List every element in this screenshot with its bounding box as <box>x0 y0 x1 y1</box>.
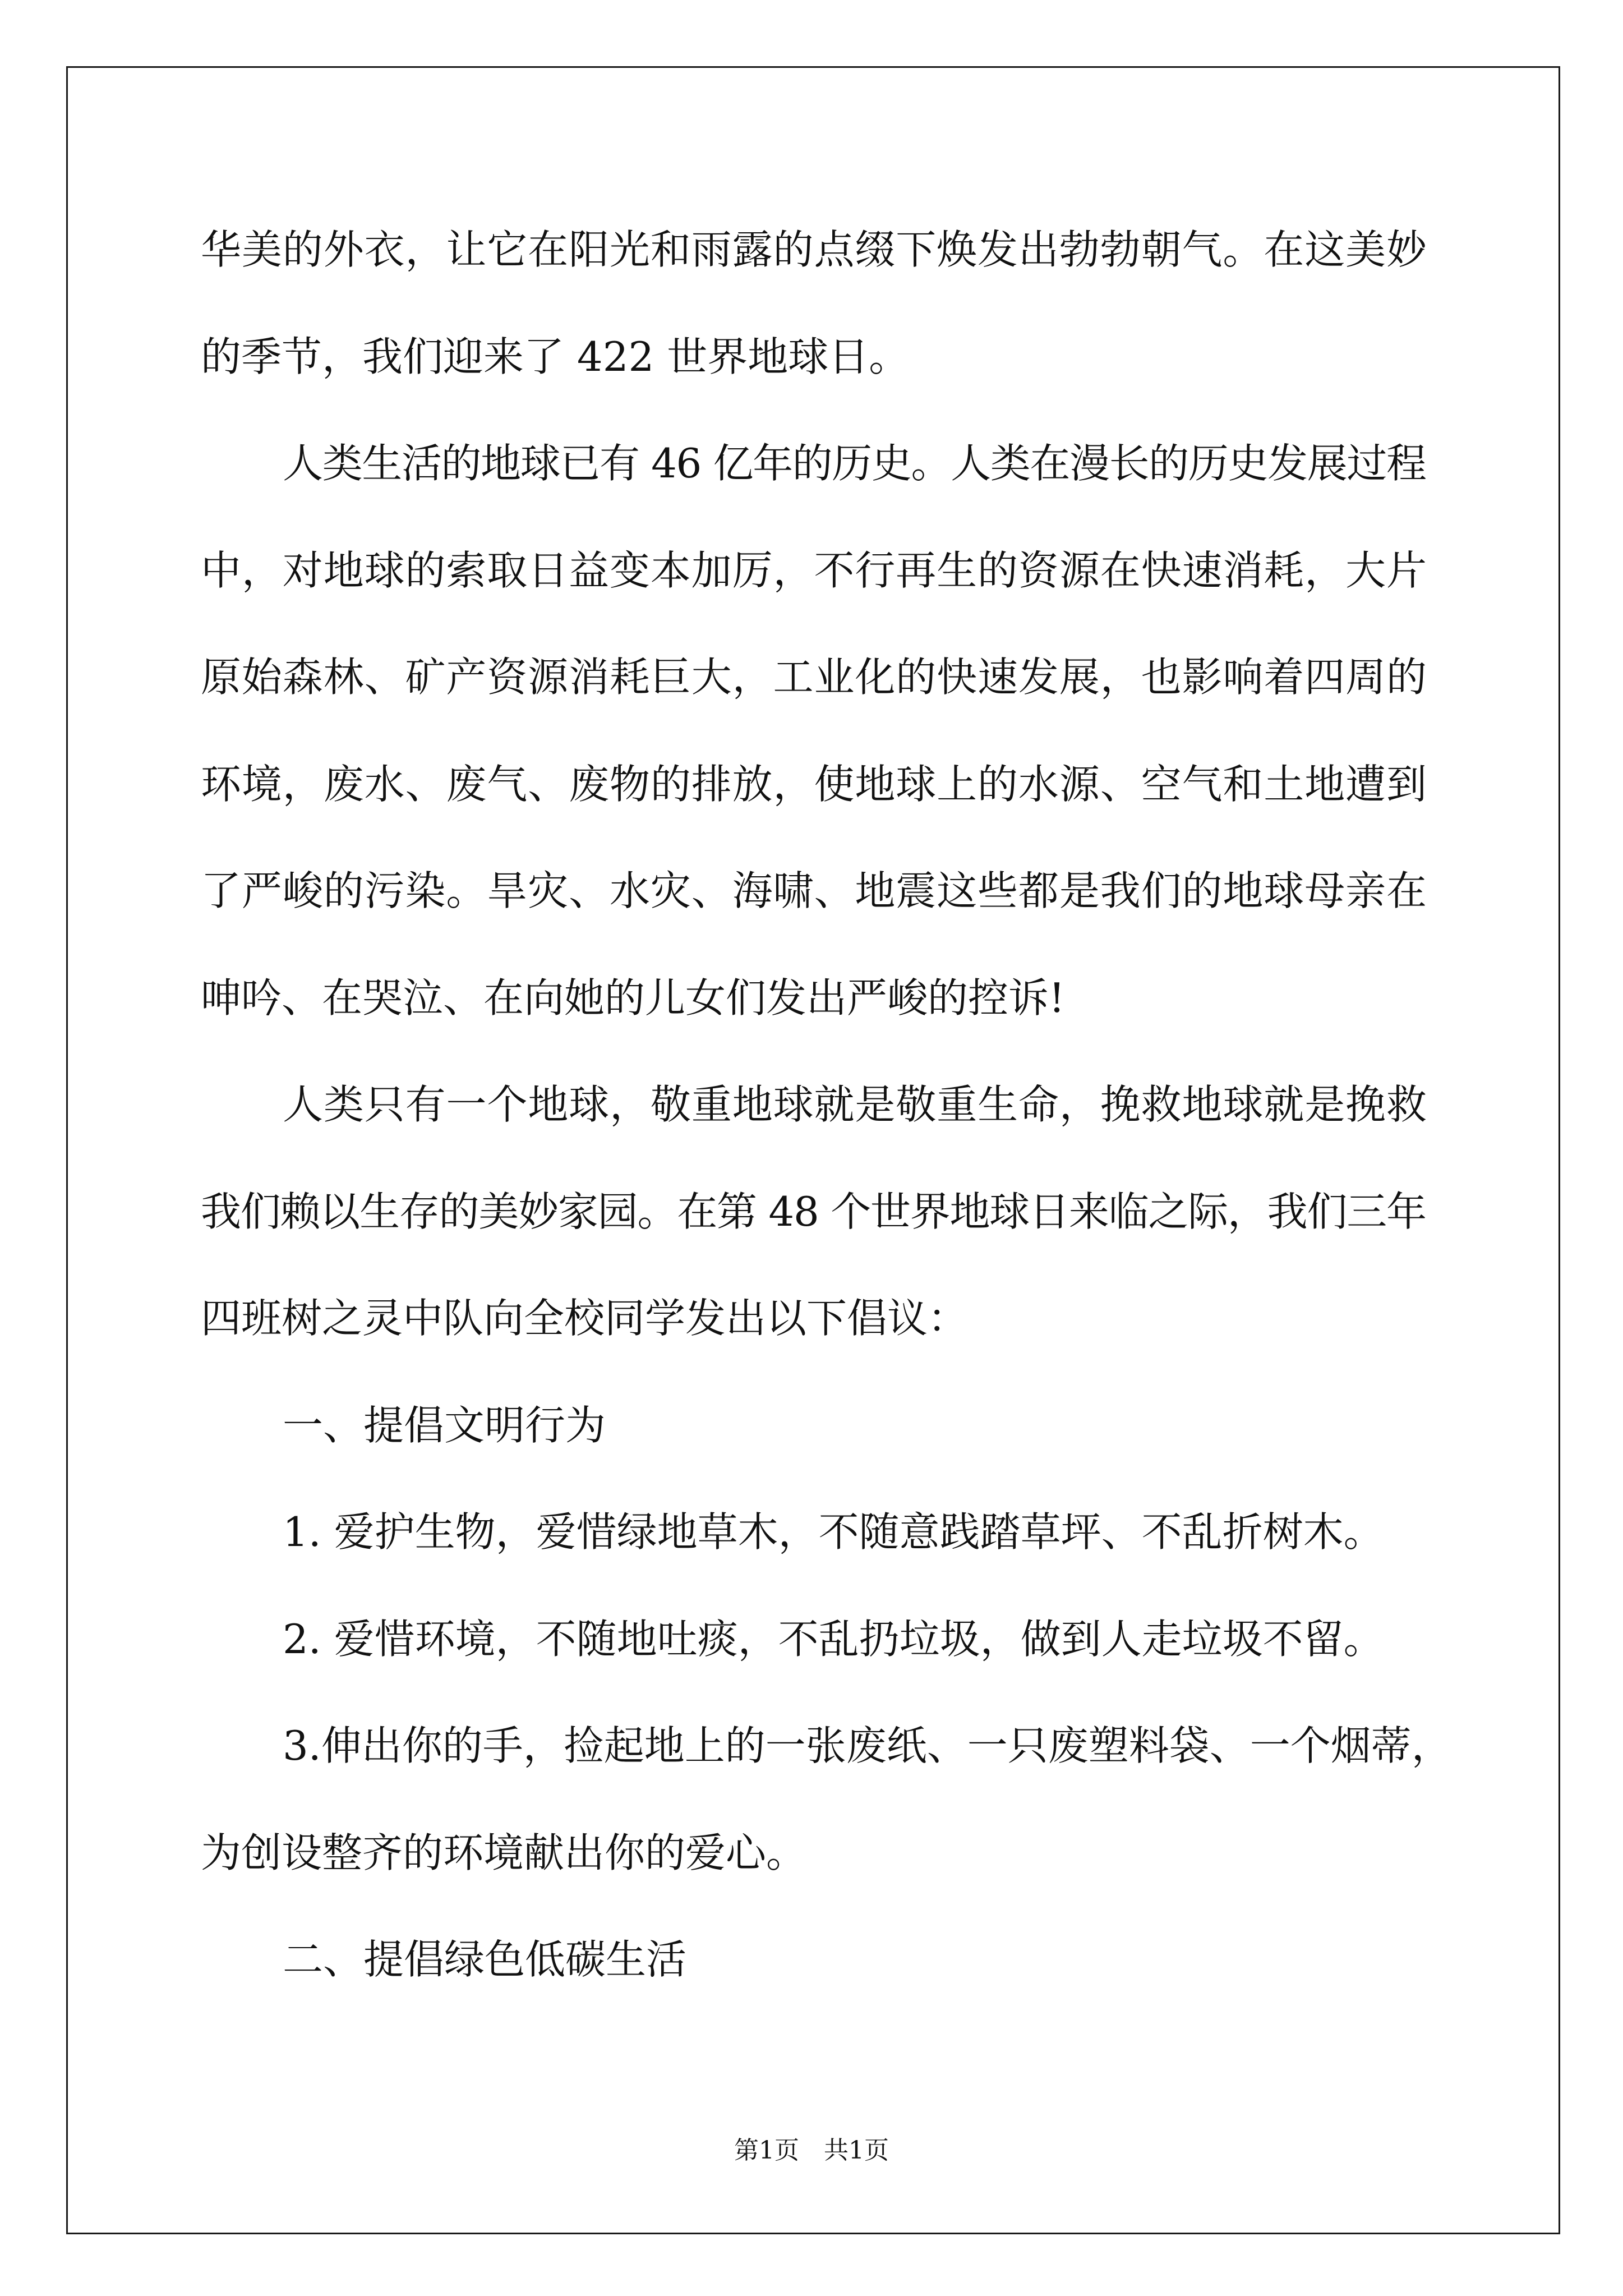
list-item <box>201 1692 1452 1906</box>
text-line <box>201 410 1427 517</box>
list-item-text: 2. 爱惜环境，不随地吐痰，不乱扔垃圾，做到人走垃圾不留。 <box>283 1615 1384 1663</box>
text-line <box>201 1372 1427 1479</box>
body-paragraph <box>201 410 1427 1051</box>
text-line-content: 的季节，我们迎来了 422 世界地球日。 <box>201 333 910 380</box>
text-line <box>201 303 1427 411</box>
body-paragraph <box>201 196 1427 410</box>
text-line <box>201 1692 1452 1800</box>
text-line <box>201 1906 1427 2013</box>
text-line-content: 原始森林、矿产资源消耗巨大，工业化的快速发展，也影响着四周的 <box>201 654 1427 701</box>
text-line-content: 人类生活的地球已有 46 亿年的历史。人类在漫长的历史发展过程 <box>283 440 1426 487</box>
list-item-text: 3.伸出你的手，捡起地上的一张废纸、一只废塑料袋、一个烟蒂， <box>283 1722 1452 1769</box>
text-line-content: 中，对地球的索取日益变本加厉，不行再生的资源在快速消耗，大片 <box>201 546 1427 594</box>
text-line <box>201 945 1427 1052</box>
list-item-text: 为创设整齐的环境献出你的爱心。 <box>201 1829 807 1876</box>
text-line <box>201 1158 1427 1266</box>
text-line <box>201 624 1427 731</box>
text-line <box>201 1479 1427 1586</box>
text-line <box>201 1051 1427 1158</box>
section-heading <box>201 1906 1427 2013</box>
text-line <box>201 517 1427 624</box>
text-line <box>201 1586 1427 1693</box>
list-item <box>201 1586 1427 1693</box>
list-item-text: 1. 爱护生物，爱惜绿地草木，不随意践踏草坪、不乱折树木。 <box>283 1508 1384 1556</box>
text-line-content: 我们赖以生存的美妙家园。在第 48 个世界地球日来临之际，我们三年 <box>201 1188 1426 1235</box>
text-line-content: 四班树之灵中队向全校同学发出以下倡议： <box>201 1295 969 1342</box>
text-line-content: 环境，废水、废气、废物的排放，使地球上的水源、空气和土地遭到 <box>201 760 1427 808</box>
text-line <box>201 731 1427 838</box>
page-footer <box>0 2134 1623 2168</box>
text-line-content: 了严峻的污染。旱灾、水灾、海啸、地震这些都是我们的地球母亲在 <box>201 867 1427 914</box>
text-line <box>201 838 1427 945</box>
section-heading-text: 一、提倡文明行为 <box>283 1401 606 1449</box>
section-heading <box>201 1372 1427 1479</box>
document-body <box>201 196 1452 2013</box>
body-paragraph <box>201 1051 1427 1372</box>
section-heading-text: 二、提倡绿色低碳生活 <box>283 1936 687 1983</box>
text-line <box>201 1800 1427 1907</box>
list-item <box>201 1479 1427 1586</box>
page-number-label: 第1页 共1页 <box>734 2136 889 2165</box>
text-line-content: 华美的外衣，让它在阳光和雨露的点缀下焕发出勃勃朝气。在这美妙 <box>201 226 1427 273</box>
text-line <box>201 1265 1427 1372</box>
text-line-content: 呻吟、在哭泣、在向她的儿女们发出严峻的控诉! <box>201 974 1065 1022</box>
text-line <box>201 196 1427 303</box>
text-line-content: 人类只有一个地球，敬重地球就是敬重生命，挽救地球就是挽救 <box>283 1081 1427 1128</box>
